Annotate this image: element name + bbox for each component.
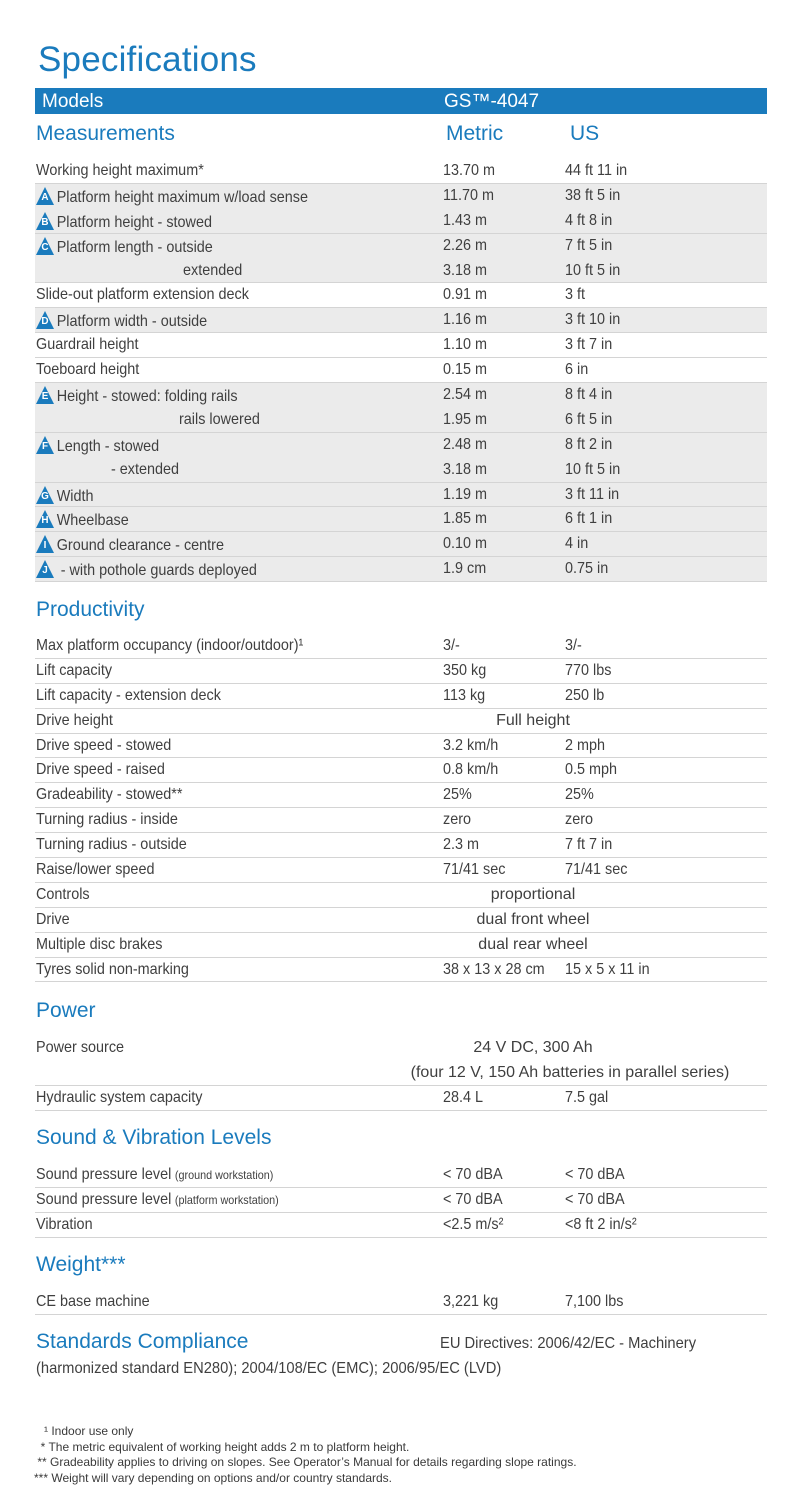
models-label: Models <box>42 91 104 112</box>
weight-metric: 3,221 kg <box>443 1293 499 1310</box>
dimension-marker-icon <box>36 510 54 528</box>
table-row <box>35 333 767 358</box>
table-row <box>35 709 767 734</box>
table-row <box>35 234 767 259</box>
spec-label-note: (ground workstation) <box>174 1168 274 1182</box>
spec-shared-value: proportional <box>490 885 576 903</box>
measurements-table <box>35 159 767 582</box>
spec-metric-value: 0.91 m <box>443 286 488 304</box>
spec-us-value: 3 ft <box>565 286 586 304</box>
table-row <box>35 1213 767 1238</box>
spec-label <box>36 535 224 555</box>
table-row <box>35 483 767 508</box>
spec-us-value: 10 ft 5 in <box>565 460 621 478</box>
spec-label-text: Width <box>56 487 94 505</box>
spec-label-note: (platform workstation) <box>174 1192 279 1207</box>
spec-metric-value: 3.2 km/h <box>443 736 499 754</box>
spec-label <box>36 237 213 257</box>
spec-us-value: 7 ft 5 in <box>565 236 613 254</box>
table-row <box>35 259 767 284</box>
spec-metric-value: 1.19 m <box>443 485 488 503</box>
measurements-heading <box>36 122 600 146</box>
table-row <box>35 358 767 383</box>
dimension-marker-letter: J <box>42 565 48 577</box>
table-row <box>35 908 767 933</box>
spec-label <box>36 560 257 580</box>
table-row <box>35 159 767 184</box>
spec-label: Drive <box>36 910 70 928</box>
model-name: GS™-4047 <box>444 91 540 112</box>
table-row <box>35 532 767 557</box>
spec-us-value: 4 in <box>565 535 589 553</box>
spec-label <box>36 510 129 530</box>
table-row <box>35 408 767 433</box>
spec-metric-value: 11.70 m <box>443 186 494 204</box>
spec-us-value: 250 lb <box>565 686 605 704</box>
spec-label: Gradeability - stowed** <box>36 786 183 804</box>
spec-metric-value: 1.43 m <box>443 211 488 229</box>
spec-metric-value: 113 kg <box>443 686 486 704</box>
spec-label <box>36 311 207 331</box>
spec-shared-value: Full height <box>496 711 570 729</box>
spec-label <box>36 436 159 456</box>
spec-metric-value: 3/- <box>443 637 460 654</box>
spec-label: Max platform occupancy (indoor/outdoor)¹ <box>36 637 304 654</box>
table-row <box>35 684 767 709</box>
power-table <box>35 1036 767 1111</box>
table-row <box>35 209 767 234</box>
spec-label <box>36 386 238 406</box>
spec-metric-value: 350 kg <box>443 661 487 679</box>
spec-shared-value: dual front wheel <box>476 910 590 928</box>
table-row <box>35 734 767 759</box>
spec-label-text: Sound pressure level <box>36 1166 172 1183</box>
spec-label-text: Ground clearance - centre <box>56 537 224 555</box>
power-source-detail: (four 12 V, 150 Ah batteries in parallel series) <box>410 1063 730 1081</box>
table-row <box>35 958 767 983</box>
spec-us-value: 6 in <box>565 361 589 379</box>
dimension-marker-icon <box>36 187 54 205</box>
power-source-value: 24 V DC, 300 Ah <box>473 1039 593 1056</box>
power-heading: Power <box>36 999 96 1022</box>
footnote: *** Weight will vary depending on options and/or country standards. <box>34 1470 392 1485</box>
spec-label <box>36 361 139 379</box>
spec-us-value: 44 ft 11 in <box>565 162 628 179</box>
models-header-bar <box>35 88 767 114</box>
table-row <box>35 184 767 209</box>
weight-label: CE base machine <box>36 1293 150 1310</box>
spec-metric-value: 1.9 cm <box>443 560 487 578</box>
spec-metric-value: 71/41 sec <box>443 861 506 879</box>
spec-label-text: rails lowered <box>179 410 260 428</box>
dimension-marker-icon <box>36 237 54 255</box>
spec-label-text: Platform height - stowed <box>56 213 212 231</box>
spec-us-value: 3 ft 7 in <box>565 336 613 354</box>
weight-us: 7,100 lbs <box>565 1293 624 1310</box>
spec-label <box>36 162 204 180</box>
spec-label <box>111 461 179 479</box>
spec-us-value: < 70 dBA <box>565 1166 625 1183</box>
dimension-marker-letter: D <box>41 316 49 328</box>
spec-label: Drive height <box>36 711 113 729</box>
spec-label-text: - extended <box>111 460 180 478</box>
spec-label <box>36 1216 93 1234</box>
spec-us-value: 7 ft 7 in <box>565 836 613 854</box>
spec-label: Tyres solid non-marking <box>36 960 189 978</box>
spec-us-value: 770 lbs <box>565 661 612 679</box>
dimension-marker-letter: H <box>41 515 49 527</box>
hydraulic-label: Hydraulic system capacity <box>36 1088 203 1106</box>
spec-us-value: 6 ft 5 in <box>565 410 613 428</box>
table-row <box>35 1036 767 1061</box>
dimension-marker-icon <box>36 212 54 230</box>
spec-us-value: 15 x 5 x 11 in <box>565 960 650 978</box>
spec-metric-value: 2.48 m <box>443 435 488 453</box>
spec-us-value: 25% <box>565 786 594 804</box>
spec-label <box>36 1166 273 1184</box>
weight-table <box>35 1290 767 1315</box>
dimension-marker-icon <box>36 311 54 329</box>
spec-metric-value: 0.15 m <box>443 361 488 379</box>
sound-heading: Sound & Vibration Levels <box>36 1126 272 1149</box>
spec-metric-value: <2.5 m/s² <box>443 1215 504 1233</box>
table-row <box>35 758 767 783</box>
spec-label <box>36 1191 279 1209</box>
table-row <box>35 557 767 582</box>
spec-us-value: 3 ft 11 in <box>565 485 620 503</box>
spec-shared-value: dual rear wheel <box>478 935 588 953</box>
table-row <box>35 308 767 333</box>
spec-us-value: 8 ft 4 in <box>565 386 613 404</box>
spec-us-value: 2 mph <box>565 736 606 754</box>
dimension-marker-letter: C <box>41 241 49 253</box>
spec-metric-value: 2.3 m <box>443 836 480 854</box>
spec-label <box>36 486 94 506</box>
spec-label-text: Vibration <box>36 1215 93 1233</box>
spec-metric-value: 1.10 m <box>443 336 488 354</box>
spec-label: Drive speed - raised <box>36 761 165 779</box>
dimension-marker-letter: F <box>41 440 49 452</box>
spec-metric-value: 1.95 m <box>443 410 488 428</box>
footnote: ¹ Indoor use only <box>34 1424 134 1438</box>
spec-label: Controls <box>36 885 90 903</box>
spec-metric-value: < 70 dBA <box>443 1190 503 1208</box>
table-row <box>35 659 767 684</box>
spec-metric-value: 0.8 km/h <box>443 761 499 779</box>
spec-metric-value: 3.18 m <box>443 261 488 279</box>
table-row <box>35 634 767 659</box>
spec-label-text: Length - stowed <box>56 437 160 455</box>
table-row <box>35 1290 767 1315</box>
spec-metric-value: 13.70 m <box>443 162 496 179</box>
spec-label: Lift capacity <box>36 661 113 679</box>
table-row <box>35 783 767 808</box>
dimension-marker-letter: I <box>43 540 47 552</box>
spec-us-value: <8 ft 2 in/s² <box>565 1215 637 1233</box>
metric-column-heading: Metric <box>446 122 504 145</box>
spec-label: Turning radius - inside <box>36 811 178 829</box>
spec-metric-value: < 70 dBA <box>443 1166 503 1183</box>
spec-label: Turning radius - outside <box>36 836 187 854</box>
dimension-marker-icon <box>36 386 54 404</box>
spec-us-value: zero <box>565 811 594 829</box>
table-row <box>35 933 767 958</box>
footnote: ** Gradeability applies to driving on slopes. See Operator’s Manual for details regarding slope ratings. <box>34 1455 577 1469</box>
weight-heading: Weight*** <box>36 1253 126 1276</box>
table-row <box>35 833 767 858</box>
spec-label: Raise/lower speed <box>36 861 155 879</box>
dimension-marker-letter: E <box>41 391 49 403</box>
spec-label-text: Platform height maximum w/load sense <box>56 188 309 206</box>
table-row <box>35 283 767 308</box>
spec-label <box>36 336 138 354</box>
spec-label-text: Slide-out platform extension deck <box>36 286 249 304</box>
us-column-heading: US <box>570 122 600 145</box>
spec-metric-value: 3.18 m <box>443 460 488 478</box>
spec-metric-value: 1.16 m <box>443 311 488 329</box>
table-row <box>35 433 767 458</box>
spec-label-text: Working height maximum* <box>36 162 204 179</box>
sound-table <box>35 1163 767 1238</box>
table-row <box>35 1163 767 1188</box>
spec-us-value: 8 ft 2 in <box>565 435 613 453</box>
footnotes <box>34 1424 577 1486</box>
spec-metric-value: 1.85 m <box>443 510 488 528</box>
spec-us-value: 3 ft 10 in <box>565 311 621 329</box>
hydraulic-us: 7.5 gal <box>565 1088 609 1106</box>
spec-label <box>179 411 260 429</box>
spec-us-value: 6 ft 1 in <box>565 510 613 528</box>
spec-metric-value: 2.54 m <box>443 386 488 404</box>
table-row <box>35 1188 767 1213</box>
table-row <box>35 383 767 408</box>
table-row <box>35 507 767 532</box>
spec-us-value: 0.5 mph <box>565 761 618 779</box>
spec-label <box>183 262 242 280</box>
dimension-marker-icon <box>36 436 54 454</box>
standards-section <box>36 1330 776 1377</box>
spec-us-value: 10 ft 5 in <box>565 261 621 279</box>
productivity-heading: Productivity <box>36 598 145 621</box>
table-row <box>35 808 767 833</box>
productivity-table <box>35 634 767 982</box>
spec-label-text: Wheelbase <box>56 512 129 530</box>
dimension-marker-letter: B <box>41 216 49 228</box>
dimension-marker-icon <box>36 486 54 504</box>
dimension-marker-letter: G <box>41 490 49 502</box>
footnote: * The metric equivalent of working height adds 2 m to platform height. <box>34 1439 410 1454</box>
standards-details: (harmonized standard EN280); 2004/108/EC (EMC); 2006/95/EC (LVD) <box>36 1360 502 1377</box>
table-row <box>35 858 767 883</box>
spec-label-text: extended <box>183 261 243 279</box>
table-row <box>35 1061 767 1086</box>
spec-label-text: Guardrail height <box>36 336 139 354</box>
spec-us-value: 3/- <box>565 637 582 654</box>
spec-label: Multiple disc brakes <box>36 935 163 953</box>
table-row <box>35 1086 767 1111</box>
power-source-label: Power source <box>36 1039 125 1056</box>
spec-label <box>36 286 249 304</box>
spec-us-value: 0.75 in <box>565 560 609 578</box>
dimension-marker-letter: A <box>41 191 49 203</box>
spec-metric-value: 25% <box>443 786 472 804</box>
standards-eu-directives: EU Directives: 2006/42/EC - Machinery <box>440 1335 697 1352</box>
spec-metric-value: 2.26 m <box>443 236 488 254</box>
spec-label-text: Platform width - outside <box>56 313 208 331</box>
spec-us-value: 4 ft 8 in <box>565 211 613 229</box>
spec-label <box>36 212 212 232</box>
hydraulic-metric: 28.4 L <box>443 1088 484 1106</box>
table-row <box>35 458 767 483</box>
spec-us-value: 71/41 sec <box>565 861 628 879</box>
page-title: Specifications <box>38 40 257 79</box>
table-row <box>35 883 767 908</box>
spec-label-text: Height - stowed: folding rails <box>56 388 238 406</box>
spec-metric-value: 38 x 13 x 28 cm <box>443 960 545 978</box>
spec-label-text: Toeboard height <box>36 361 140 379</box>
spec-label-text: Platform length - outside <box>56 238 213 256</box>
spec-label <box>36 187 308 207</box>
spec-metric-value: 0.10 m <box>443 535 488 553</box>
spec-label-text: - with pothole guards deployed <box>56 562 257 580</box>
measurements-heading-text: Measurements <box>36 122 175 145</box>
dimension-marker-icon <box>36 535 54 553</box>
dimension-marker-icon <box>36 560 54 578</box>
spec-label: Drive speed - stowed <box>36 736 172 754</box>
spec-metric-value: zero <box>443 811 472 829</box>
spec-label: Lift capacity - extension deck <box>36 686 221 704</box>
spec-us-value: 38 ft 5 in <box>565 186 621 204</box>
spec-label-text: Sound pressure level <box>36 1190 172 1208</box>
standards-heading: Standards Compliance <box>36 1330 249 1353</box>
spec-us-value: < 70 dBA <box>565 1190 625 1208</box>
